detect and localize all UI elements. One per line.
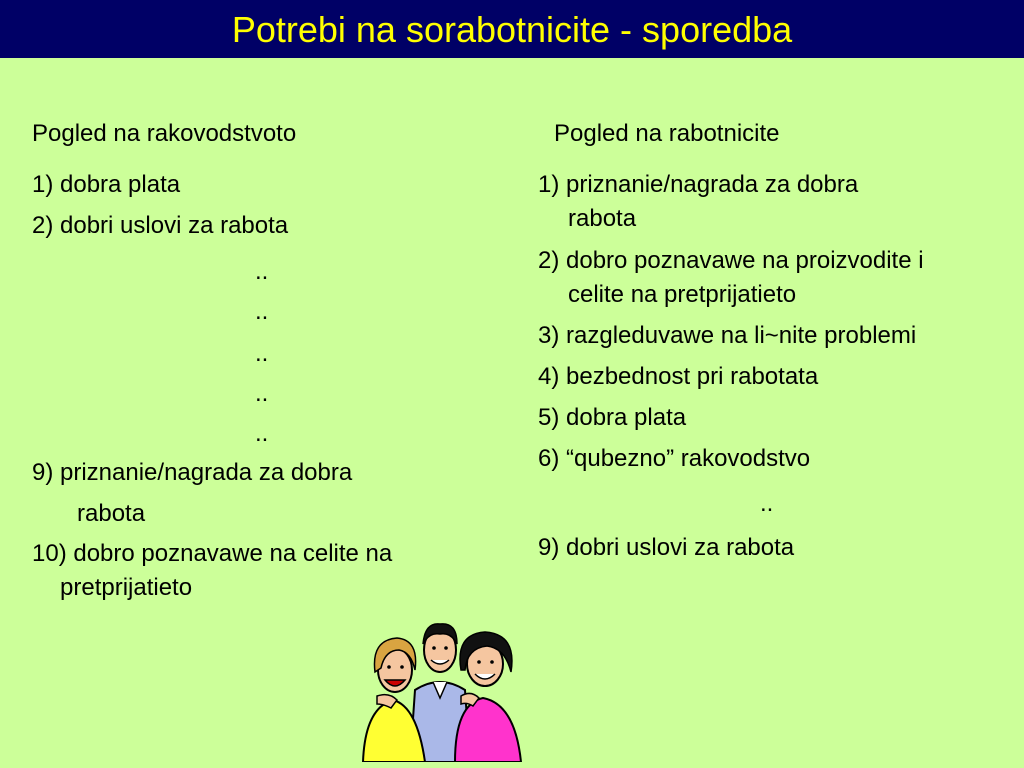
left-item-2: 2) dobri uslovi za rabota	[32, 212, 289, 239]
right-item-3: 3) razgleduvawe na li~nite problemi	[538, 322, 917, 349]
woman-pink-figure	[455, 632, 521, 762]
left-ellipsis-1: ..	[255, 258, 269, 285]
right-heading: Pogled na rabotnicite	[554, 120, 780, 147]
left-item-10-line2: pretprijatieto	[60, 574, 193, 601]
right-ellipsis: ..	[760, 490, 774, 517]
left-item-9-line2: rabota	[77, 500, 146, 527]
slide-title: Potrebi na sorabotnicite - sporedba	[231, 9, 793, 50]
left-ellipsis-3: ..	[255, 340, 269, 367]
left-ellipsis-4: ..	[255, 380, 269, 407]
left-heading: Pogled na rakovodstvoto	[32, 120, 297, 147]
right-item-2-line1: 2) dobro poznavawe na proizvodite i	[538, 247, 924, 274]
left-ellipsis-2: ..	[255, 298, 269, 325]
left-ellipsis-5: ..	[255, 420, 269, 447]
right-item-1-line1: 1) priznanie/nagrada za dobra	[538, 171, 859, 198]
right-item-6: 6) “qubezno” rakovodstvo	[538, 445, 811, 472]
right-item-4: 4) bezbednost pri rabotata	[538, 363, 819, 390]
three-people-clipart	[355, 612, 530, 762]
right-item-2-line2: celite na pretprijatieto	[568, 281, 797, 308]
left-item-10-line1: 10) dobro poznavawe na celite na	[32, 540, 393, 567]
right-item-1-line2: rabota	[568, 205, 637, 232]
right-item-9: 9) dobri uslovi za rabota	[538, 534, 795, 561]
right-item-5: 5) dobra plata	[538, 404, 687, 431]
left-item-9-line1: 9) priznanie/nagrada za dobra	[32, 459, 353, 486]
left-item-1: 1) dobra plata	[32, 171, 181, 198]
